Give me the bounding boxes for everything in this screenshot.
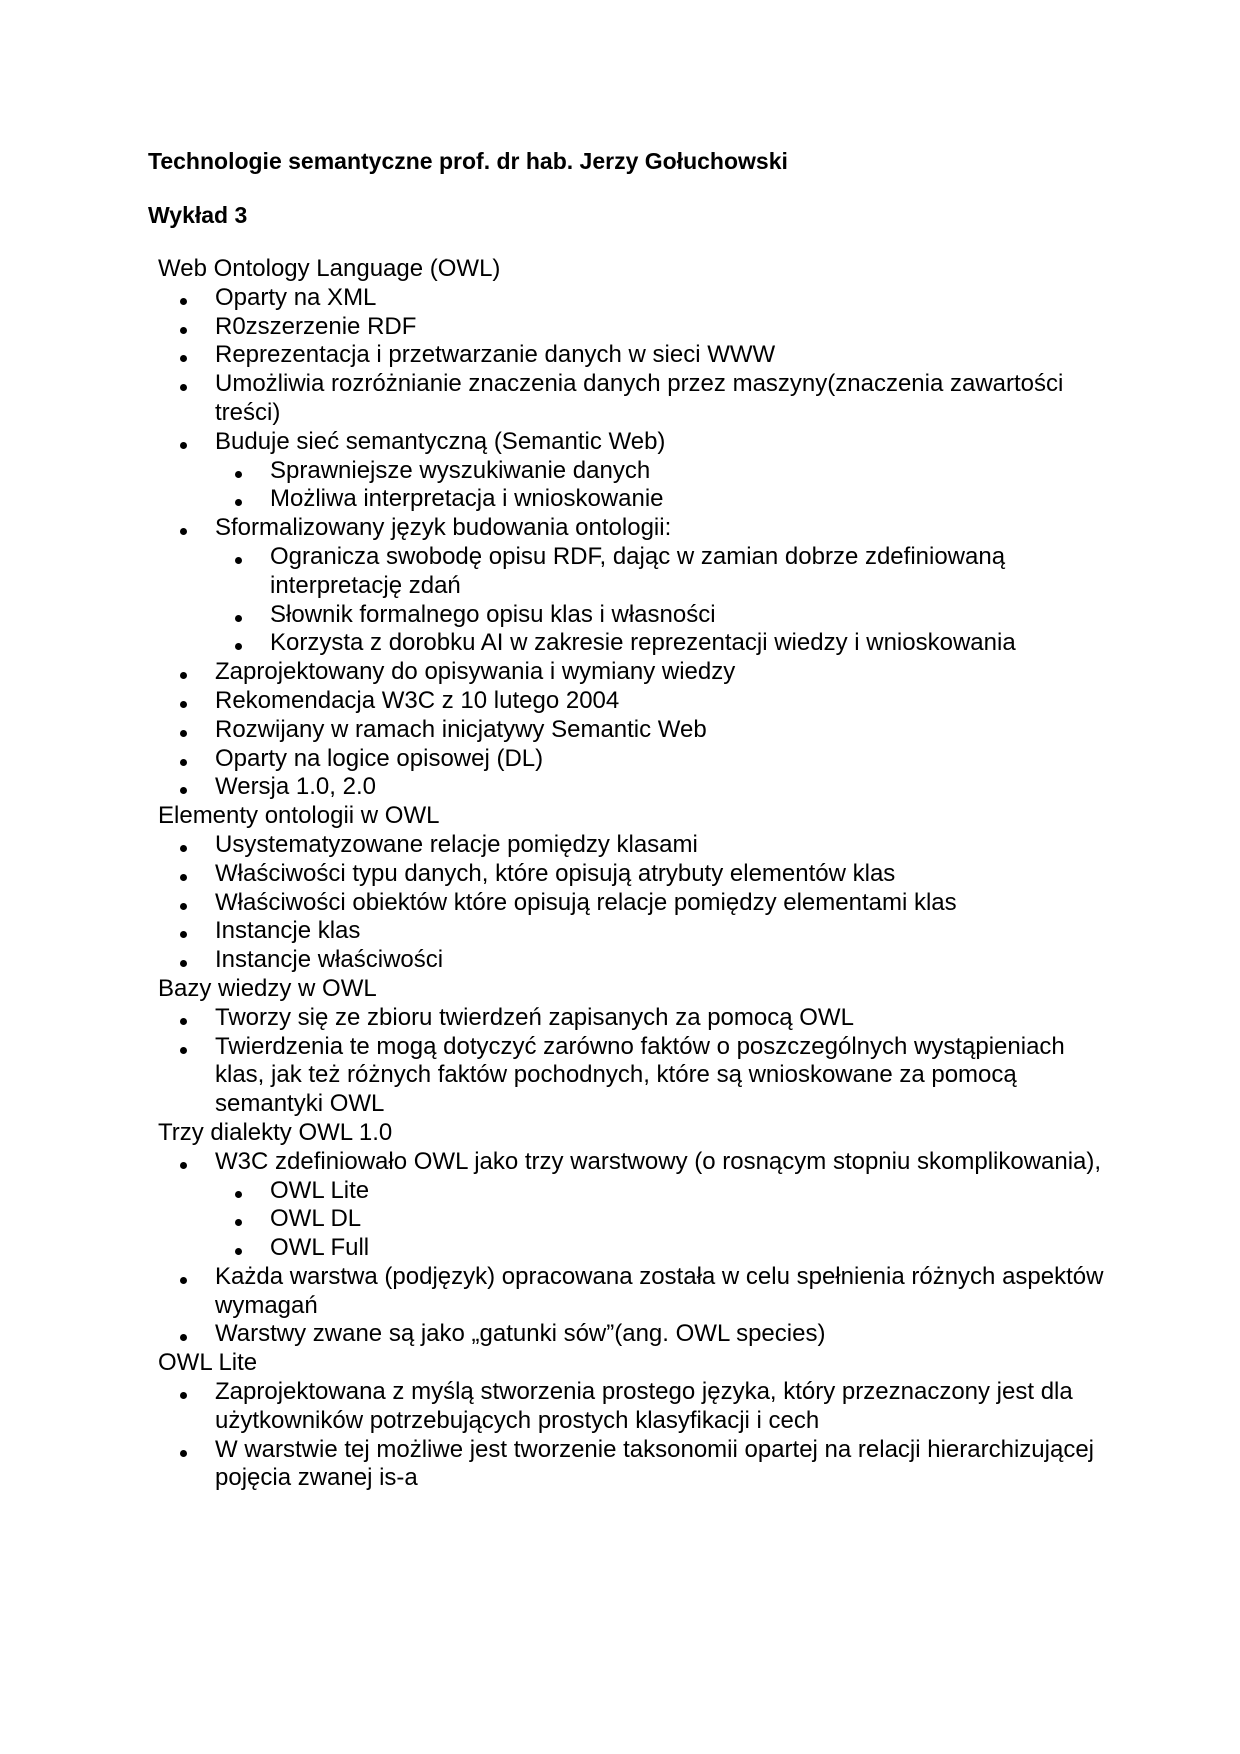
bullet-list (158, 1004, 1108, 1119)
sub-bullet-list (215, 1177, 1108, 1263)
bullet-icon (235, 1191, 242, 1198)
sub-bullet-list (215, 457, 1108, 515)
list-item (158, 917, 1108, 946)
list-item-text: Umożliwia rozróżnianie znaczenia danych przez maszyny(znaczenia zawartości treści) (215, 370, 1064, 426)
bullet-icon (180, 672, 187, 679)
list-item-text: Każda warstwa (podjęzyk) opracowana została w celu spełnienia różnych aspektów wymagań (215, 1262, 1104, 1319)
bullet-icon (180, 701, 187, 708)
list-item (158, 1004, 1108, 1033)
lecture-label: Wykład 3 (148, 202, 248, 228)
bullet-icon (180, 355, 187, 362)
list-item (158, 889, 1108, 918)
list-item (158, 284, 1108, 313)
bullet-icon (180, 759, 187, 766)
sub-list-item-text: Możliwa interpretacja i wnioskowanie (270, 485, 664, 513)
bullet-icon (235, 1248, 242, 1255)
bullet-icon (180, 528, 187, 535)
bullet-icon (235, 1219, 242, 1226)
sub-list-item (215, 601, 1108, 630)
bullet-icon (235, 643, 242, 650)
bullet-icon (180, 1334, 187, 1341)
section-heading: Bazy wiedzy w OWL (158, 974, 377, 1002)
sub-list-item (215, 1177, 1108, 1206)
bullet-icon (180, 874, 187, 881)
list-item-text: Oparty na XML (215, 283, 377, 311)
sub-list-item-text: Słownik formalnego opisu klas i własności (270, 600, 716, 628)
list-item-text: Właściwości typu danych, które opisują atrybuty elementów klas (215, 859, 896, 887)
list-item-text: Reprezentacja i przetwarzanie danych w sieci WWW (215, 341, 776, 369)
bullet-icon (180, 730, 187, 737)
sub-list-item (215, 485, 1108, 514)
list-item (158, 745, 1108, 774)
list-item (158, 341, 1108, 370)
list-item-text: Rekomendacja W3C z 10 lutego 2004 (215, 686, 620, 714)
list-item (158, 831, 1108, 860)
list-item-text: Twierdzenia te mogą dotyczyć zarówno faktów o poszczególnych wystąpieniach klas, jak też różnych faktów pochodnych, które są wnioskowane za pomocą semantyki OWL (215, 1032, 1065, 1118)
bullet-icon (180, 1277, 187, 1284)
section-heading: Trzy dialekty OWL 1.0 (158, 1118, 393, 1146)
list-item (158, 946, 1108, 975)
bullet-icon (235, 557, 242, 564)
list-item (158, 428, 1108, 514)
bullet-icon (180, 1047, 187, 1054)
document-body (158, 255, 1108, 1493)
list-item-text: Właściwości obiektów które opisują relacje pomiędzy elementami klas (215, 888, 957, 916)
list-item (158, 1263, 1108, 1321)
list-item (158, 773, 1108, 802)
list-item (158, 1148, 1108, 1263)
bullet-list (158, 284, 1108, 802)
bullet-icon (180, 384, 187, 391)
sub-list-item (215, 457, 1108, 486)
bullet-icon (235, 499, 242, 506)
bullet-list (158, 831, 1108, 975)
bullet-icon (180, 960, 187, 967)
list-item-text: Tworzy się ze zbioru twierdzeń zapisanych za pomocą OWL (215, 1003, 854, 1031)
bullet-icon (180, 1392, 187, 1399)
bullet-icon (180, 1018, 187, 1025)
sub-list-item-text: OWL Full (270, 1234, 370, 1262)
list-item-text: R0zszerzenie RDF (215, 312, 417, 340)
list-item-text: Zaprojektowany do opisywania i wymiany wiedzy (215, 658, 736, 686)
sub-list-item-text: OWL Lite (270, 1176, 370, 1204)
list-item (158, 514, 1108, 658)
bullet-icon (180, 1162, 187, 1169)
sub-list-item (215, 543, 1108, 601)
list-item (158, 1033, 1108, 1119)
list-item-text: Instancje właściwości (215, 946, 444, 974)
bullet-list (158, 1378, 1108, 1493)
bullet-icon (180, 931, 187, 938)
bullet-list (158, 1148, 1108, 1350)
list-item-text: Wersja 1.0, 2.0 (215, 773, 376, 801)
list-item (158, 1436, 1108, 1494)
section-heading: OWL Lite (158, 1349, 258, 1377)
list-item (158, 716, 1108, 745)
bullet-icon (180, 327, 187, 334)
bullet-icon (180, 298, 187, 305)
list-item-text: Sformalizowany język budowania ontologii: (215, 514, 672, 542)
bullet-icon (180, 787, 187, 794)
list-item-text: Warstwy zwane są jako „gatunki sów”(ang. OWL species) (215, 1320, 826, 1348)
bullet-icon (180, 903, 187, 910)
list-item-text: Zaprojektowana z myślą stworzenia prostego języka, który przeznaczony jest dla użytkowników potrzebujących prostych klasyfikacji i cech (215, 1378, 1073, 1434)
list-item (158, 370, 1108, 428)
sub-list-item-text: OWL DL (270, 1205, 362, 1233)
sub-list-item-text: Ogranicza swobodę opisu RDF, dając w zamian dobrze zdefiniowaną interpretację zdań (270, 542, 1006, 599)
list-item-text: Buduje sieć semantyczną (Semantic Web) (215, 427, 666, 455)
list-item-text: Rozwijany w ramach inicjatywy Semantic Web (215, 715, 707, 743)
bullet-icon (180, 1450, 187, 1457)
list-item-text: Instancje klas (215, 917, 361, 945)
sub-list-item (215, 1205, 1108, 1234)
document-title: Technologie semantyczne prof. dr hab. Jerzy Gołuchowski (148, 148, 788, 174)
sub-list-item-text: Korzysta z dorobku AI w zakresie reprezentacji wiedzy i wnioskowania (270, 629, 1016, 657)
list-item-text: Oparty na logice opisowej (DL) (215, 744, 544, 772)
sub-list-item-text: Sprawniejsze wyszukiwanie danych (270, 456, 651, 484)
list-item-text: Usystematyzowane relacje pomiędzy klasami (215, 830, 698, 858)
section-heading: Elementy ontologii w OWL (158, 802, 440, 830)
bullet-icon (235, 471, 242, 478)
bullet-icon (235, 615, 242, 622)
list-item (158, 313, 1108, 342)
bullet-icon (180, 845, 187, 852)
section-heading: Web Ontology Language (OWL) (158, 255, 501, 282)
list-item (158, 860, 1108, 889)
list-item (158, 687, 1108, 716)
list-item (158, 1320, 1108, 1349)
list-item (158, 1378, 1108, 1436)
sub-list-item (215, 629, 1108, 658)
list-item-text: W warstwie tej możliwe jest tworzenie taksonomii opartej na relacji hierarchizującej pojęcia zwanej is-a (215, 1435, 1094, 1492)
list-item (158, 658, 1108, 687)
sub-list-item (215, 1234, 1108, 1263)
sub-bullet-list (215, 543, 1108, 658)
bullet-icon (180, 442, 187, 449)
list-item-text: W3C zdefiniowało OWL jako trzy warstwowy (o rosnącym stopniu skomplikowania), (215, 1147, 1102, 1175)
